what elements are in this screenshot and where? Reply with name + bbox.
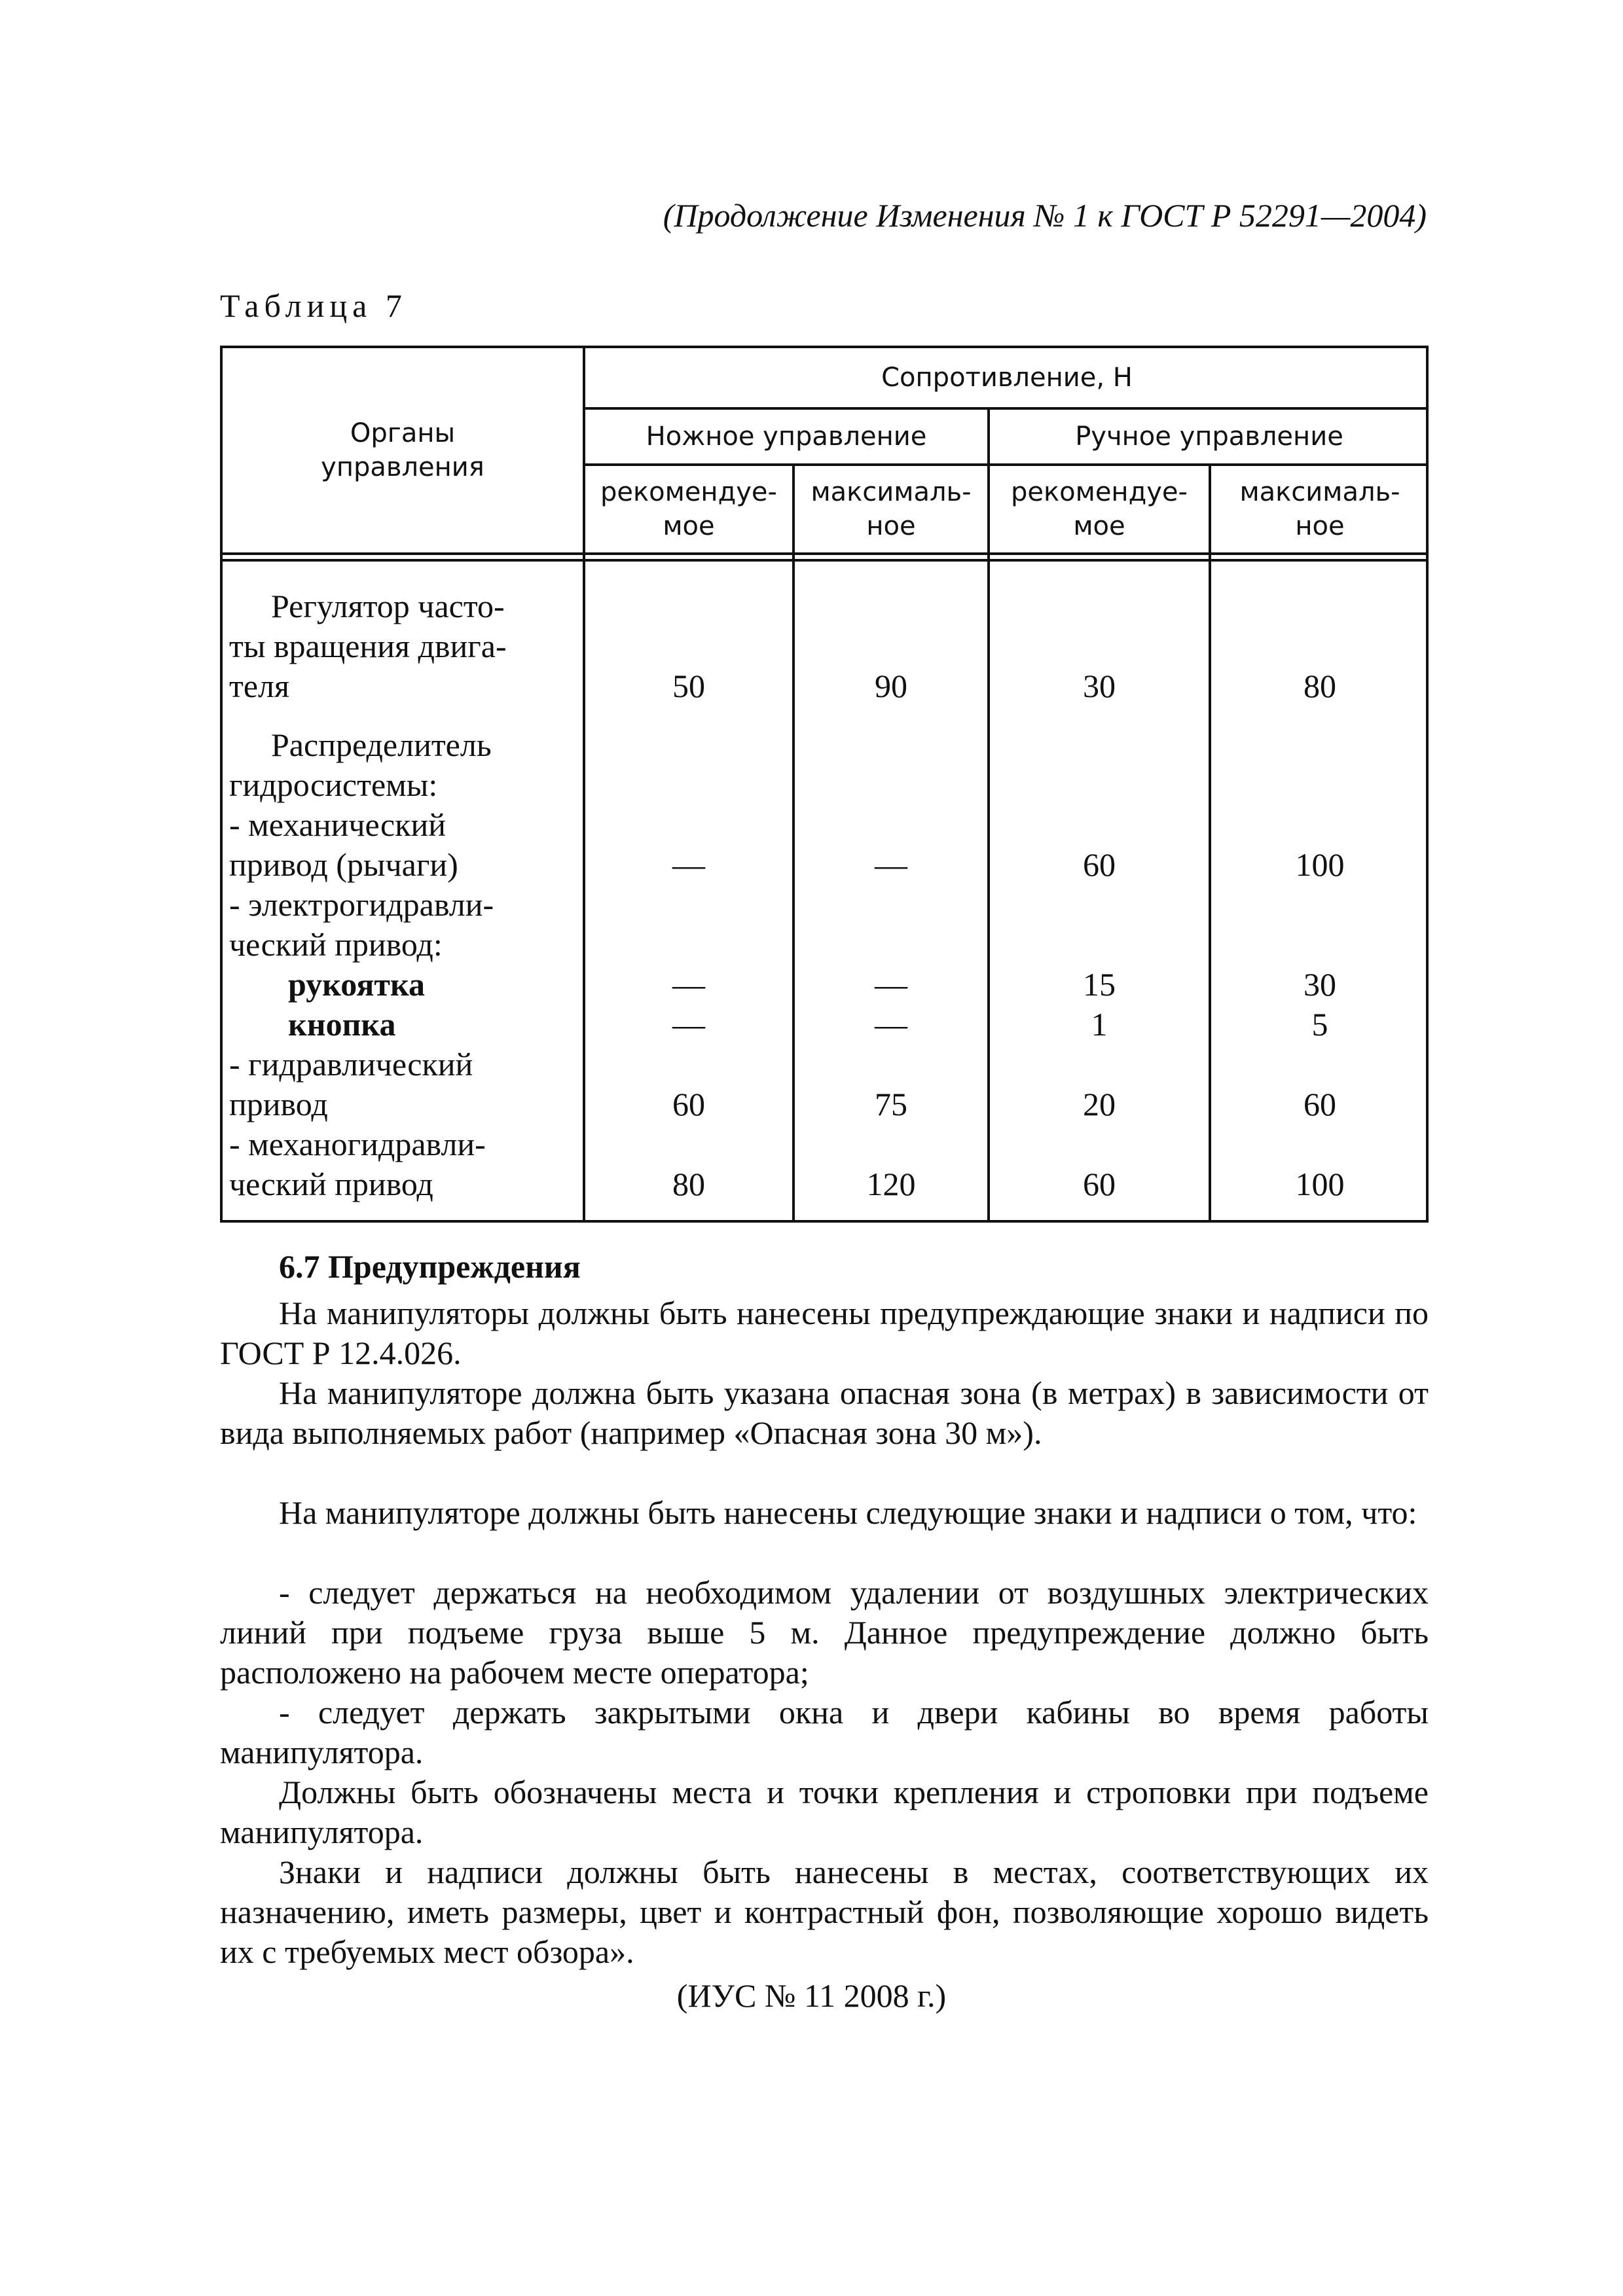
- label-line: ты вращения двига-: [229, 628, 507, 664]
- row-label-distributor: [229, 725, 583, 885]
- continuation-header: (Продолжение Изменения № 1 к ГОСТ Р 52291—2004): [663, 197, 1427, 234]
- table-caption: Таблица 7: [220, 287, 407, 324]
- label-line: Регулятор часто-: [271, 588, 505, 624]
- header-controls: Органы управления: [321, 418, 484, 482]
- row-label-button: [229, 1005, 642, 1045]
- paragraph: - следует держать закрытыми окна и двери кабины во время работы манипулятора.: [220, 1694, 1429, 1770]
- label-line: - механогидравли-: [229, 1126, 486, 1162]
- paragraph: Должны быть обозначены места и точки крепления и строповки при подъеме манипулятора.: [220, 1774, 1429, 1850]
- cell-value: 15: [1083, 966, 1116, 1003]
- header-foot-recommended: рекомендуе- мое: [600, 477, 777, 541]
- cell-value: 75: [875, 1086, 907, 1122]
- cell-value: —: [672, 1006, 705, 1043]
- label-line: ческий привод: [229, 1166, 433, 1202]
- source-note: (ИУС № 11 2008 г.): [676, 1977, 947, 2014]
- label-line: ческий привод:: [229, 926, 443, 963]
- cell-value: 30: [1304, 966, 1336, 1003]
- paragraph: На манипуляторе должны быть нанесены следующие знаки и надписи о том, что:: [279, 1494, 1417, 1531]
- label-line: - электрогидравли-: [229, 886, 494, 923]
- cell-value: 60: [1083, 1166, 1116, 1202]
- cell-value: —: [672, 966, 705, 1003]
- label-line: - механический: [229, 806, 446, 843]
- label-line: рукоятка: [288, 966, 426, 1003]
- row-label-handle: [229, 965, 642, 1005]
- cell-value: 60: [1304, 1086, 1336, 1122]
- label-line: Распределитель: [271, 726, 492, 763]
- cell-value: 20: [1083, 1086, 1116, 1122]
- cell-value: 100: [1295, 846, 1345, 883]
- cell-value: —: [875, 1006, 907, 1043]
- cell-value: 80: [672, 1166, 705, 1202]
- cell-value: —: [672, 846, 705, 883]
- cell-value: 90: [875, 668, 907, 704]
- cell-value: 1: [1091, 1006, 1108, 1043]
- label-line: теля: [229, 668, 289, 704]
- cell-value: 50: [672, 668, 705, 704]
- cell-value: 60: [1083, 846, 1116, 883]
- paragraph: Знаки и надписи должны быть нанесены в местах, соответствующих их назначению, иметь размеры, цвет и контрастный фон, позволяющие хорошо видеть их с требуемых мест обзора».: [220, 1854, 1429, 1970]
- row-label-regulator: [229, 586, 583, 706]
- table-body: [223, 562, 1426, 1225]
- row-label-hydraulic: [229, 1045, 583, 1124]
- cell-value: 30: [1083, 668, 1116, 704]
- cell-value: —: [875, 966, 907, 1003]
- paragraph: - следует держаться на необходимом удалении от воздушных электрических линий при подъеме груза выше 5 м. Данное предупреждение должно быть расположено на рабочем месте оператора;: [220, 1574, 1429, 1691]
- header-hand-control: Ручное управление: [1075, 422, 1343, 452]
- section-title: 6.7 Предупреждения: [279, 1248, 581, 1285]
- label-line: кнопка: [288, 1006, 396, 1043]
- label-line: привод: [229, 1086, 328, 1122]
- paragraph: На манипуляторы должны быть нанесены предупреждающие знаки и надписи по ГОСТ Р 12.4.026.: [220, 1295, 1429, 1371]
- cell-value: 80: [1304, 668, 1336, 704]
- resistance-table: [220, 346, 1429, 1223]
- label-line: привод (рычаги): [229, 846, 458, 883]
- row-label-electrohydraulic: [229, 885, 583, 965]
- header-foot-maximum: максималь- ное: [811, 477, 972, 541]
- header-hand-maximum: максималь- ное: [1239, 477, 1400, 541]
- cell-value: 120: [866, 1166, 916, 1202]
- row-label-mechanohydraulic: [229, 1124, 583, 1204]
- cell-value: —: [875, 846, 907, 883]
- cell-value: 60: [672, 1086, 705, 1122]
- cell-value: 100: [1295, 1166, 1345, 1202]
- paragraph: На манипуляторе должна быть указана опасная зона (в метрах) в зависимости от вида выполняемых работ (например «Опасная зона 30 м»).: [220, 1374, 1429, 1451]
- label-line: - гидравлический: [229, 1046, 473, 1083]
- header-resistance: Сопротивление, Н: [881, 363, 1133, 393]
- header-hand-recommended: рекомендуе- мое: [1011, 477, 1188, 541]
- header-foot-control: Ножное управление: [646, 422, 927, 452]
- cell-value: 5: [1311, 1006, 1328, 1043]
- label-line: гидросистемы:: [229, 766, 438, 803]
